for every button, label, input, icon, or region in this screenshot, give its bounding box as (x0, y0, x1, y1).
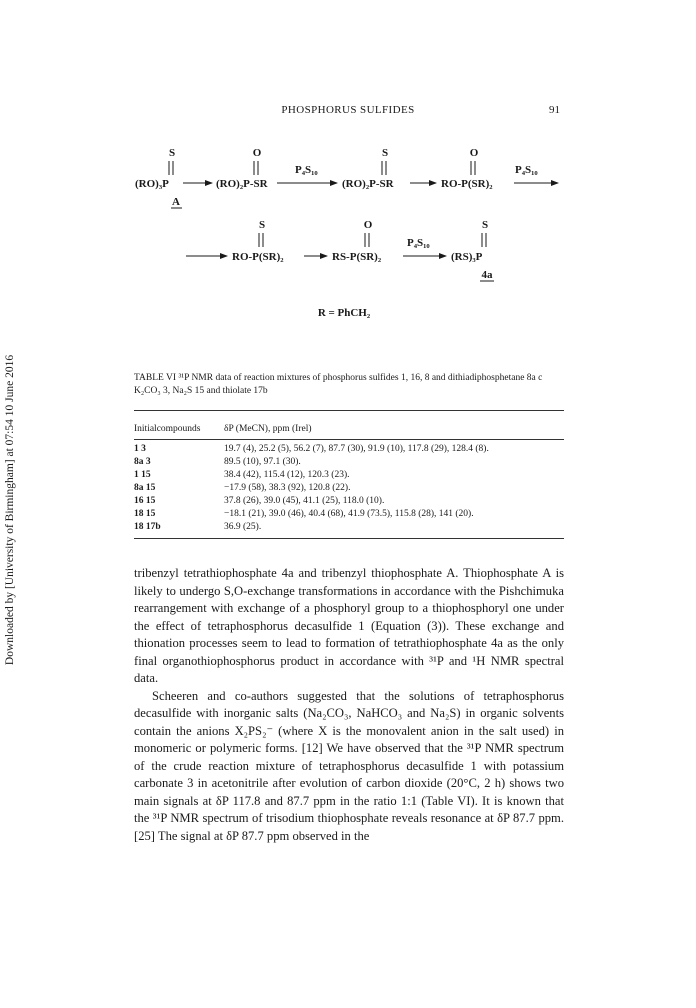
table-row (134, 522, 574, 535)
compound-4a-label: 4a (481, 269, 493, 281)
r-group-definition: R = PhCH₂ (317, 307, 371, 319)
compound-3: (RO)₂P-SR (342, 178, 394, 190)
reagent-3: P₄S₁₀ (407, 237, 430, 249)
table-cell-shifts: −18.1 (21), 39.0 (46), 40.4 (68), 41.9 (73.5), 115.8 (28), 141 (20). (224, 509, 474, 519)
compound-4-atom: O (469, 147, 479, 159)
table-cell-shifts: 38.4 (42), 115.4 (12), 120.3 (23). (224, 470, 350, 480)
page-number: 91 (549, 104, 560, 116)
table-row (134, 509, 574, 522)
table-cell-compounds: 16 15 (134, 496, 156, 506)
table-row (134, 444, 574, 457)
compound-a: (RO)₃P (135, 178, 169, 190)
reagent-2: P₄S₁₀ (515, 164, 538, 176)
compound-5-atom: S (258, 219, 266, 231)
table-caption: TABLE VI ³¹P NMR data of reaction mixtures of phosphorus sulfides 1, 16, 8 and dithiadiphosphetane 8a c K₂CO₃ 3, Na₂S 15 and thiolate 17b (134, 373, 543, 396)
compound-2: (RO)₂P-SR (216, 178, 268, 190)
table-cell-shifts: 19.7 (4), 25.2 (5), 56.2 (7), 87.7 (30), 91.9 (10), 117.8 (29), 128.4 (8). (224, 444, 489, 454)
table-cell-shifts: 89.5 (10), 97.1 (30). (224, 457, 301, 467)
compound-2-atom: O (252, 147, 262, 159)
table-row (134, 496, 574, 509)
reagent-1: P₄S₁₀ (295, 164, 318, 176)
table-cell-shifts: −17.9 (58), 38.3 (92), 120.8 (22). (224, 483, 351, 493)
compound-a-atom: S (168, 147, 176, 159)
table-cell-compounds: 8a 15 (134, 483, 156, 493)
table-header-rule (134, 439, 564, 440)
download-side-note (0, 300, 22, 720)
table-col-shifts: δP (MeCN), ppm (Irel) (224, 424, 312, 434)
compound-6: RS-P(SR)₂ (332, 251, 382, 263)
table-cell-compounds: 8a 3 (134, 457, 151, 467)
table-col-compounds: Initialcompounds (134, 424, 201, 434)
compound-3-atom: S (381, 147, 389, 159)
table-cell-compounds: 1 3 (134, 444, 146, 454)
compound-4a: (RS)₃P (451, 251, 483, 263)
compound-4: RO-P(SR)₂ (441, 178, 493, 190)
compound-a-label: A (172, 196, 180, 208)
table-row (134, 457, 574, 470)
download-note-text: Downloaded by [University of Birmingham] at 07:54 10 June 2016 (4, 354, 16, 666)
table-top-rule (134, 410, 564, 411)
table-cell-compounds: 1 15 (134, 470, 151, 480)
body-text (134, 565, 564, 845)
table-cell-compounds: 18 17b (134, 522, 161, 532)
compound-6-atom: O (363, 219, 373, 231)
paragraph-2: Scheeren and co-authors suggested that the solutions of tetraphosphorus decasulfide with inorganic salts (Na₂CO₃, NaHCO₃ and Na₂S) in organic solvents contain the anions X₂PS₂⁻ (where X is the monovalent anion in the salt used) in monomeric or polymeric forms. [12] We have observed that the ³¹P NMR spectrum of the crude reaction mixture of tetraphosphorus decasulfide 1 with potassium carbonate 3 in acetonitrile after evolution of carbon dioxide (20°C, 2 h) shows two main signals at δP 117.8 and 87.7 ppm in the ratio 1:1 (Table VI). It is known that the ³¹P NMR spectrum of trisodium thiophosphate reveals resonance at δP 87.7 ppm. [25] The signal at δP 87.7 ppm observed in the (134, 688, 564, 843)
table-header (134, 424, 312, 434)
table-cell-shifts: 36.9 (25). (224, 522, 262, 532)
table-bottom-rule (134, 538, 564, 539)
running-head: PHOSPHORUS SULFIDES (281, 104, 415, 116)
reaction-scheme (0, 135, 696, 335)
table-row (134, 470, 574, 483)
table-cell-shifts: 37.8 (26), 39.0 (45), 41.1 (25), 118.0 (10). (224, 496, 385, 506)
table-row (134, 483, 574, 496)
table-cell-compounds: 18 15 (134, 509, 156, 519)
compound-4a-atom: S (481, 219, 489, 231)
paragraph-1: tribenzyl tetrathiophosphate 4a and tribenzyl thiophosphate A. Thiophosphate A is likely to undergo S,O-exchange transformations in accordance with the Pishchimuka rearrangement with exchange of a phosphoryl group to a thiophosphoryl one under the effect of tetraphosphorus decasulfide 1 (Equation (3)). These exchange and thionation processes seem to lead to formation of tetrathiophosphate 4a as the only final organothiophosphorus product in accordance with ³¹P and ¹H NMR spectral data. (134, 566, 564, 685)
compound-5: RO-P(SR)₂ (232, 251, 284, 263)
